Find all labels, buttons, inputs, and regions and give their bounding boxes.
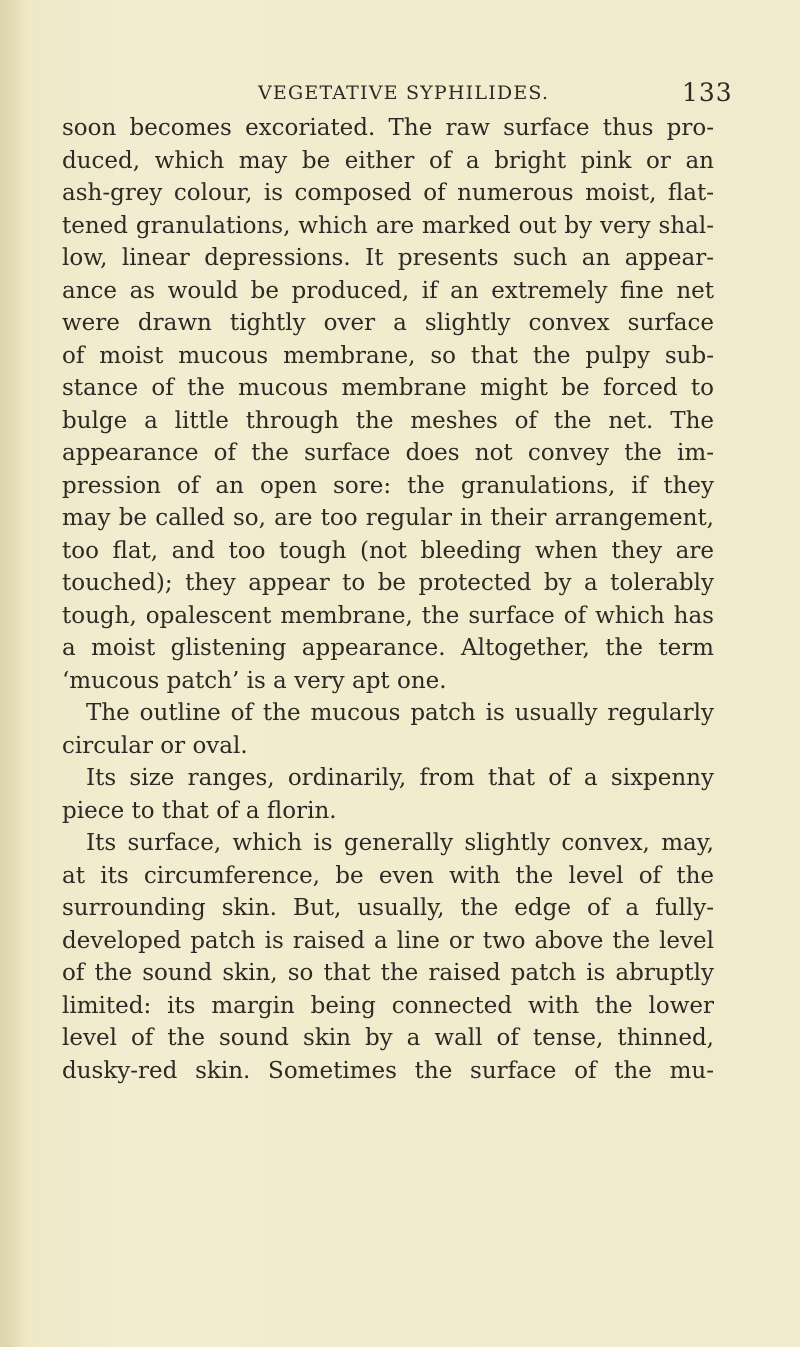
text-line: duced, which may be either of a bright pink or an [62,147,714,174]
text-line: developed patch is raised a line or two above the level [62,927,714,954]
text-line: limited: its margin being connected with the lower [62,992,714,1019]
running-head: VEGETATIVE SYPHILIDES. [258,82,550,104]
text-line: ash-grey colour, is composed of numerous moist, flat- [62,180,714,206]
text-line: dusky-red skin. Sometimes the surface of the mu- [62,1057,714,1084]
text-line: circular or oval. [62,732,248,759]
text-line: may be called so, are too regular in their arrangement, [62,505,714,531]
text-line: a moist glistening appearance. Altogether, the term [62,635,714,661]
text-line: touched); they appear to be protected by a tolerably [62,570,714,596]
text-line: surrounding skin. But, usually, the edge of a fully- [62,895,714,921]
page-number: 133 [682,78,733,107]
text-line: Its size ranges, ordinarily, from that of a sixpenny [86,765,714,791]
page-header [0,78,800,108]
text-line: The outline of the mucous patch is usually regularly [86,700,714,726]
text-line: tough, opalescent membrane, the surface of which has [62,602,714,629]
text-line: bulge a little through the meshes of the net. The [62,407,714,434]
text-line: Its surface, which is generally slightly convex, may, [86,830,714,856]
text-line: piece to that of a florin. [62,797,337,824]
text-line: ‘mucous patch’ is a very apt one. [62,667,447,694]
text-line: ance as would be produced, if an extremely fine net [62,277,714,304]
text-line: of moist mucous membrane, so that the pulpy sub- [62,342,714,369]
text-line: pression of an open sore: the granulations, if they [62,472,714,499]
text-line: level of the sound skin by a wall of tense, thinned, [62,1025,714,1051]
body-text [62,112,714,1087]
text-line: tened granulations, which are marked out by very shal- [62,212,714,239]
text-line: at its circumference, be even with the level of the [62,862,714,889]
text-line: were drawn tightly over a slightly convex surface [62,310,714,336]
gutter-shadow [0,0,26,1347]
text-line: stance of the mucous membrane might be forced to [62,375,714,401]
text-line: too flat, and too tough (not bleeding when they are [62,537,714,564]
text-line: soon becomes excoriated. The raw surface thus pro- [62,115,714,141]
text-line: appearance of the surface does not convey the im- [62,440,714,466]
text-line: low, linear depressions. It presents such an appear- [62,245,714,271]
text-line: of the sound skin, so that the raised patch is abruptly [62,960,714,986]
